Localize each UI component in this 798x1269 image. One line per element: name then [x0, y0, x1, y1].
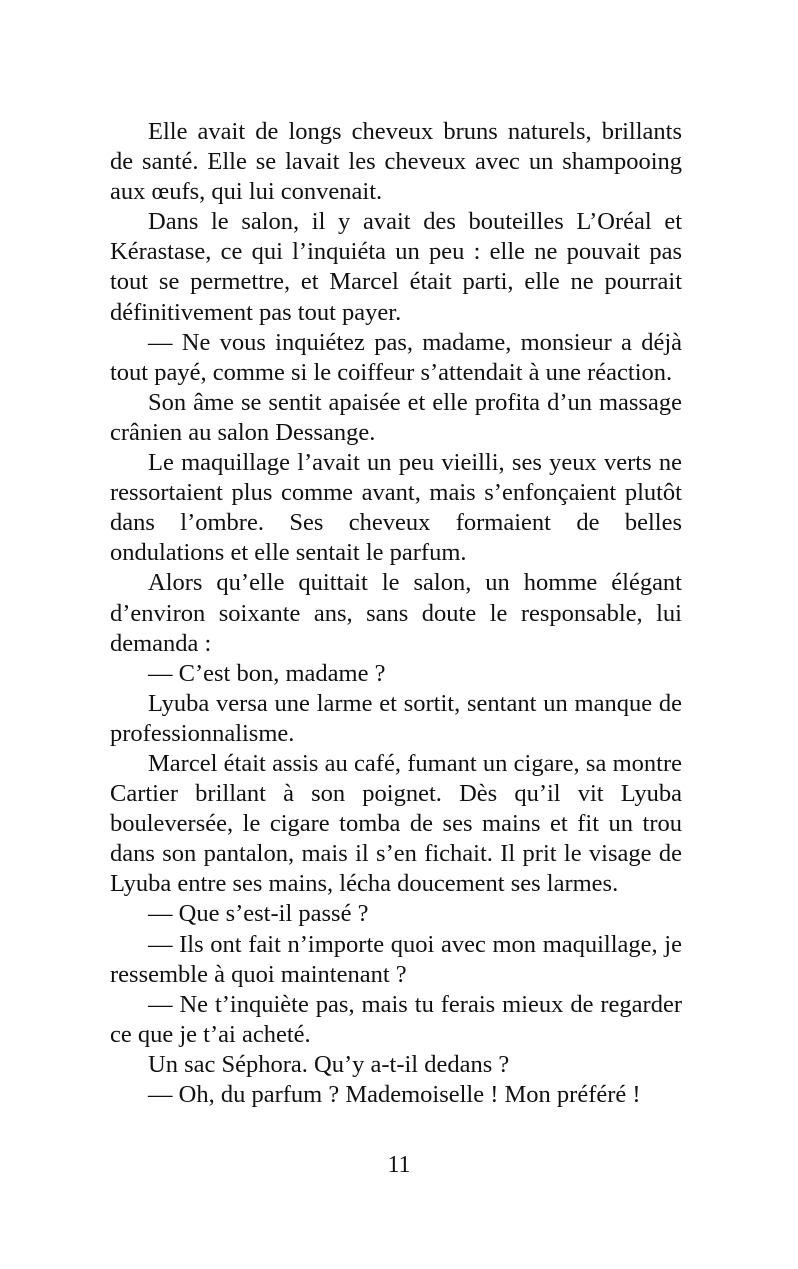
body-text [110, 117, 682, 1110]
paragraph: — Ils ont fait n’importe quoi avec mon maquillage, je ressemble à quoi maintenant ? [110, 930, 682, 988]
paragraph: — Ne vous inquiétez pas, madame, monsieur a déjà tout payé, comme si le coiffeur s’attendait à une réaction. [110, 328, 682, 386]
paragraph: — Oh, du parfum ? Mademoiselle ! Mon préféré ! [148, 1081, 641, 1108]
paragraph: Dans le salon, il y avait des bouteilles L’Oréal et Kérastase, ce qui l’inquiéta un peu : elle ne pouvait pas tout se permettre, et Marcel était parti, elle ne pourrait définitivement pas tout payer. [110, 208, 682, 326]
paragraph: Un sac Séphora. Qu’y a-t-il dedans ? [148, 1050, 510, 1078]
paragraph: Le maquillage l’avait un peu vieilli, ses yeux verts ne ressortaient plus comme avant, mais s’enfonçaient plutôt dans l’ombre. Ses cheveux formaient de belles ondulations et elle sentait le parfum. [110, 449, 682, 567]
page-number: 11 [387, 1152, 411, 1178]
paragraph: Alors qu’elle quittait le salon, un homme élégant d’environ soixante ans, sans doute le responsable, lui demanda : [110, 569, 682, 657]
paragraph: Marcel était assis au café, fumant un cigare, sa montre Cartier brillant à son poignet. Dès qu’il vit Lyuba bouleversée, le cigare tomba de ses mains et fit un trou dans son pantalon, mais il s’en fichait. Il prit le visage de Lyuba entre ses mains, lécha doucement ses larmes. [110, 749, 682, 898]
paragraph: Elle avait de longs cheveux bruns naturels, brillants de santé. Elle se lavait les cheveux avec un shampooing aux œufs, qui lui convenait. [110, 118, 682, 206]
paragraph: — C’est bon, madame ? [148, 659, 386, 687]
paragraph: — Ne t’inquiète pas, mais tu ferais mieux de regarder ce que je t’ai acheté. [110, 990, 682, 1048]
paragraph: — Que s’est-il passé ? [148, 900, 369, 928]
paragraph: Lyuba versa une larme et sortit, sentant un manque de professionnalisme. [110, 689, 682, 747]
paragraph: Son âme se sentit apaisée et elle profita d’un massage crânien au salon Dessange. [110, 388, 682, 446]
